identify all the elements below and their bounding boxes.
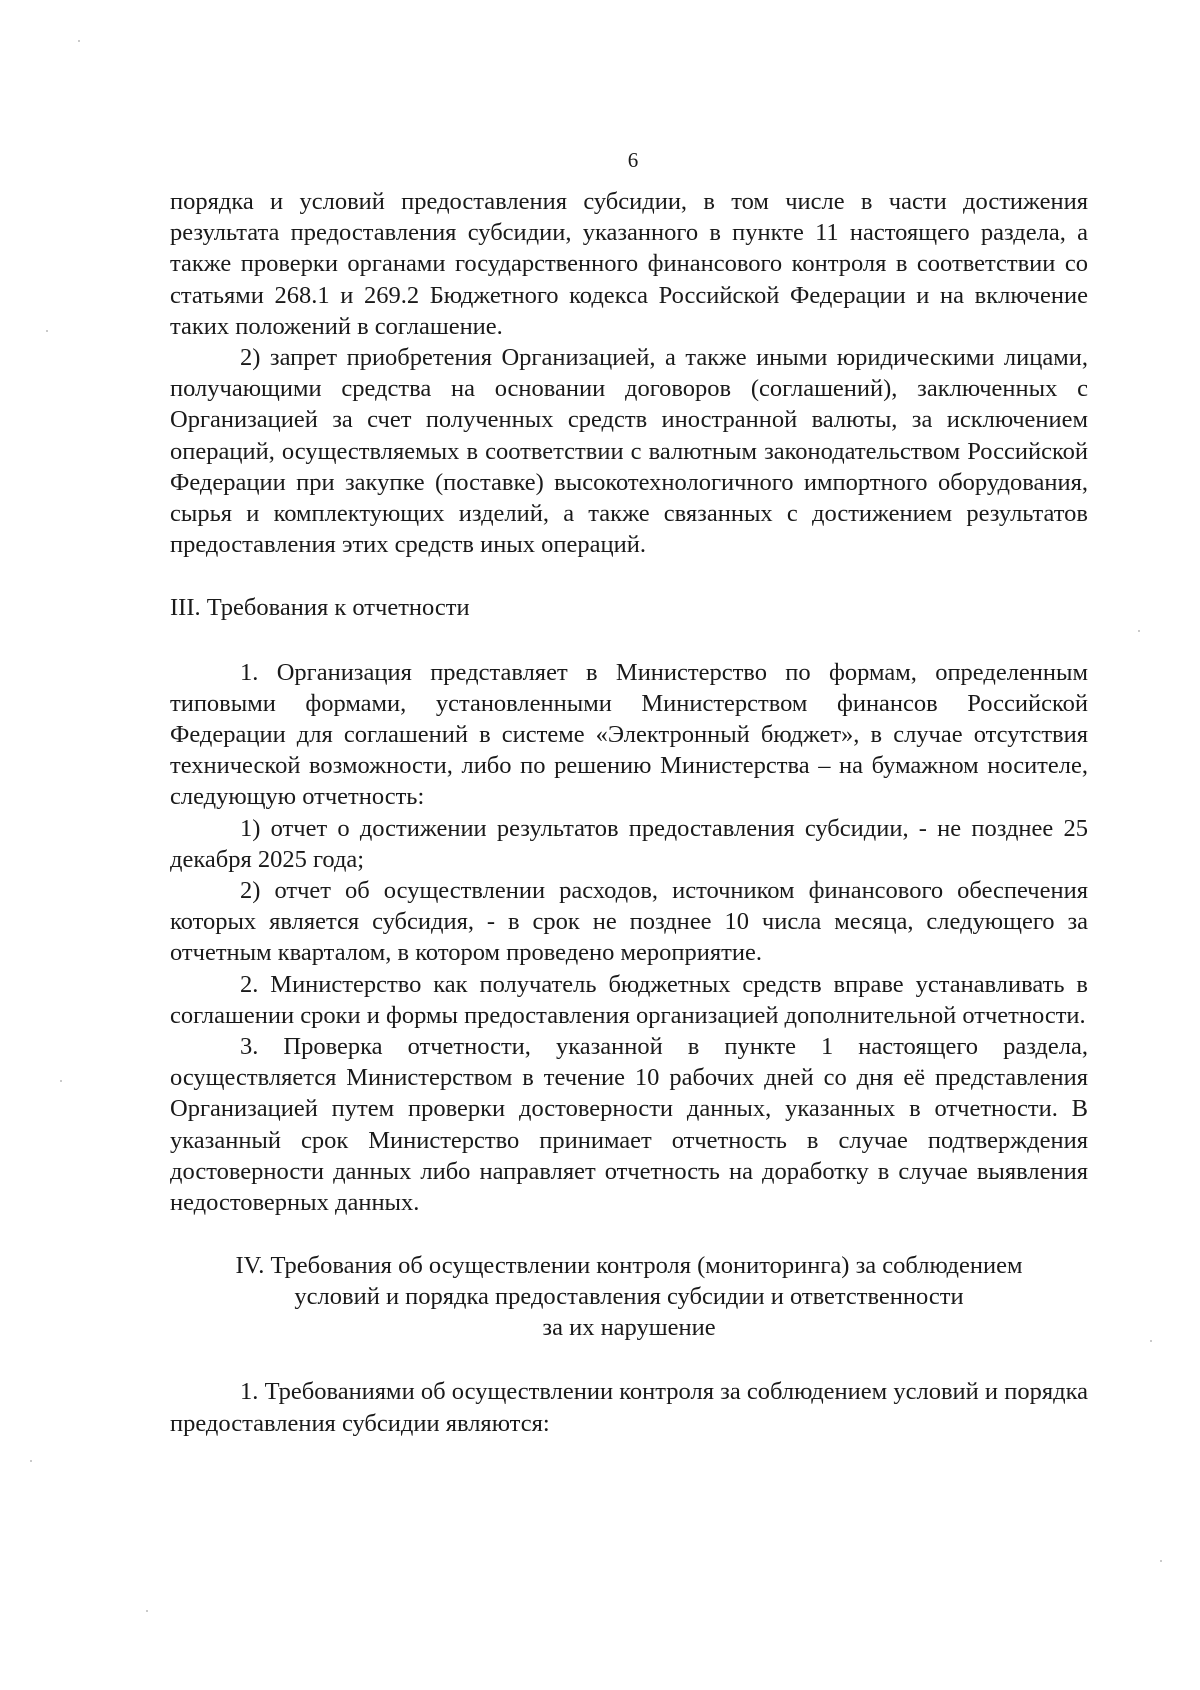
section-3-title: III. Требования к отчетности <box>170 594 470 622</box>
section-3-subitem-2: 2) отчет об осуществлении расходов, источником финансового обеспечения которых является субсидия, - в срок не позднее 10 числа месяца, следующего за отчетным кварталом, в котором проведено мероприятие. <box>170 877 1088 967</box>
section-4-title-line: условий и порядка предоставления субсидии и ответственности <box>294 1283 964 1311</box>
page-number: 6 <box>627 148 639 172</box>
scan-speck <box>1150 1340 1152 1342</box>
scan-speck <box>1138 630 1140 632</box>
section-3-item-1: 1. Организация представляет в Министерство по формам, определенным типовыми формами, установленными Министерством финансов Российской Федерации для соглашений в системе «Электронный бюджет», в случае отсутствия технической возможности, либо по решению Министерства – на бумажном носителе, следующую отчетность: <box>170 658 1088 811</box>
scan-speck <box>1160 1560 1162 1562</box>
paragraph-prohibition: 2) запрет приобретения Организацией, а также иными юридическими лицами, получающими средства на основании договоров (соглашений), заключенных с Организацией за счет полученных средств иностранной валюты, за исключением операций, осуществляемых в соответствии с валютным законодательством Российской Федерации при закупке (поставке) высокотехнологичного импортного оборудования, сырья и комплектующих изделий, а также связанных с достижением результатов предоставления этих средств иных операций. <box>170 344 1088 559</box>
scan-speck <box>46 330 48 332</box>
document-body <box>170 186 1088 1439</box>
scan-speck <box>146 1610 148 1612</box>
scan-speck <box>78 40 80 42</box>
section-3-item-2: 2. Министерство как получатель бюджетных средств вправе устанавливать в соглашении сроки и формы предоставления организацией дополнительной отчетности. <box>170 970 1088 1029</box>
section-3-subitem-1: 1) отчет о достижении результатов предоставления субсидии, - не позднее 25 декабря 2025 года; <box>170 814 1088 873</box>
scan-speck <box>60 1080 62 1082</box>
section-4-item-1: 1. Требованиями об осуществлении контроля за соблюдением условий и порядка предоставления субсидии являются: <box>170 1378 1088 1437</box>
scan-speck <box>30 1460 32 1462</box>
section-3-item-3: 3. Проверка отчетности, указанной в пункте 1 настоящего раздела, осуществляется Министерством в течение 10 рабочих дней со дня её представления Организацией путем проверки достоверности данных, указанных в отчетности. В указанный срок Министерство принимает отчетность в случае подтверждения достоверности данных либо направляет отчетность на доработку в случае выявления недостоверных данных. <box>170 1033 1088 1217</box>
paragraph-continuation: порядка и условий предоставления субсидии, в том числе в части достижения результата предоставления субсидии, указанного в пункте 11 настоящего раздела, а также проверки органами государственного финансового контроля в соответствии со статьями 268.1 и 269.2 Бюджетного кодекса Российской Федерации и на включение таких положений в соглашение. <box>170 188 1088 340</box>
section-4-title-line: IV. Требования об осуществлении контроля (мониторинга) за соблюдением <box>235 1252 1023 1280</box>
section-4-title-line: за их нарушение <box>542 1314 716 1342</box>
section-4-title <box>170 1250 1088 1343</box>
